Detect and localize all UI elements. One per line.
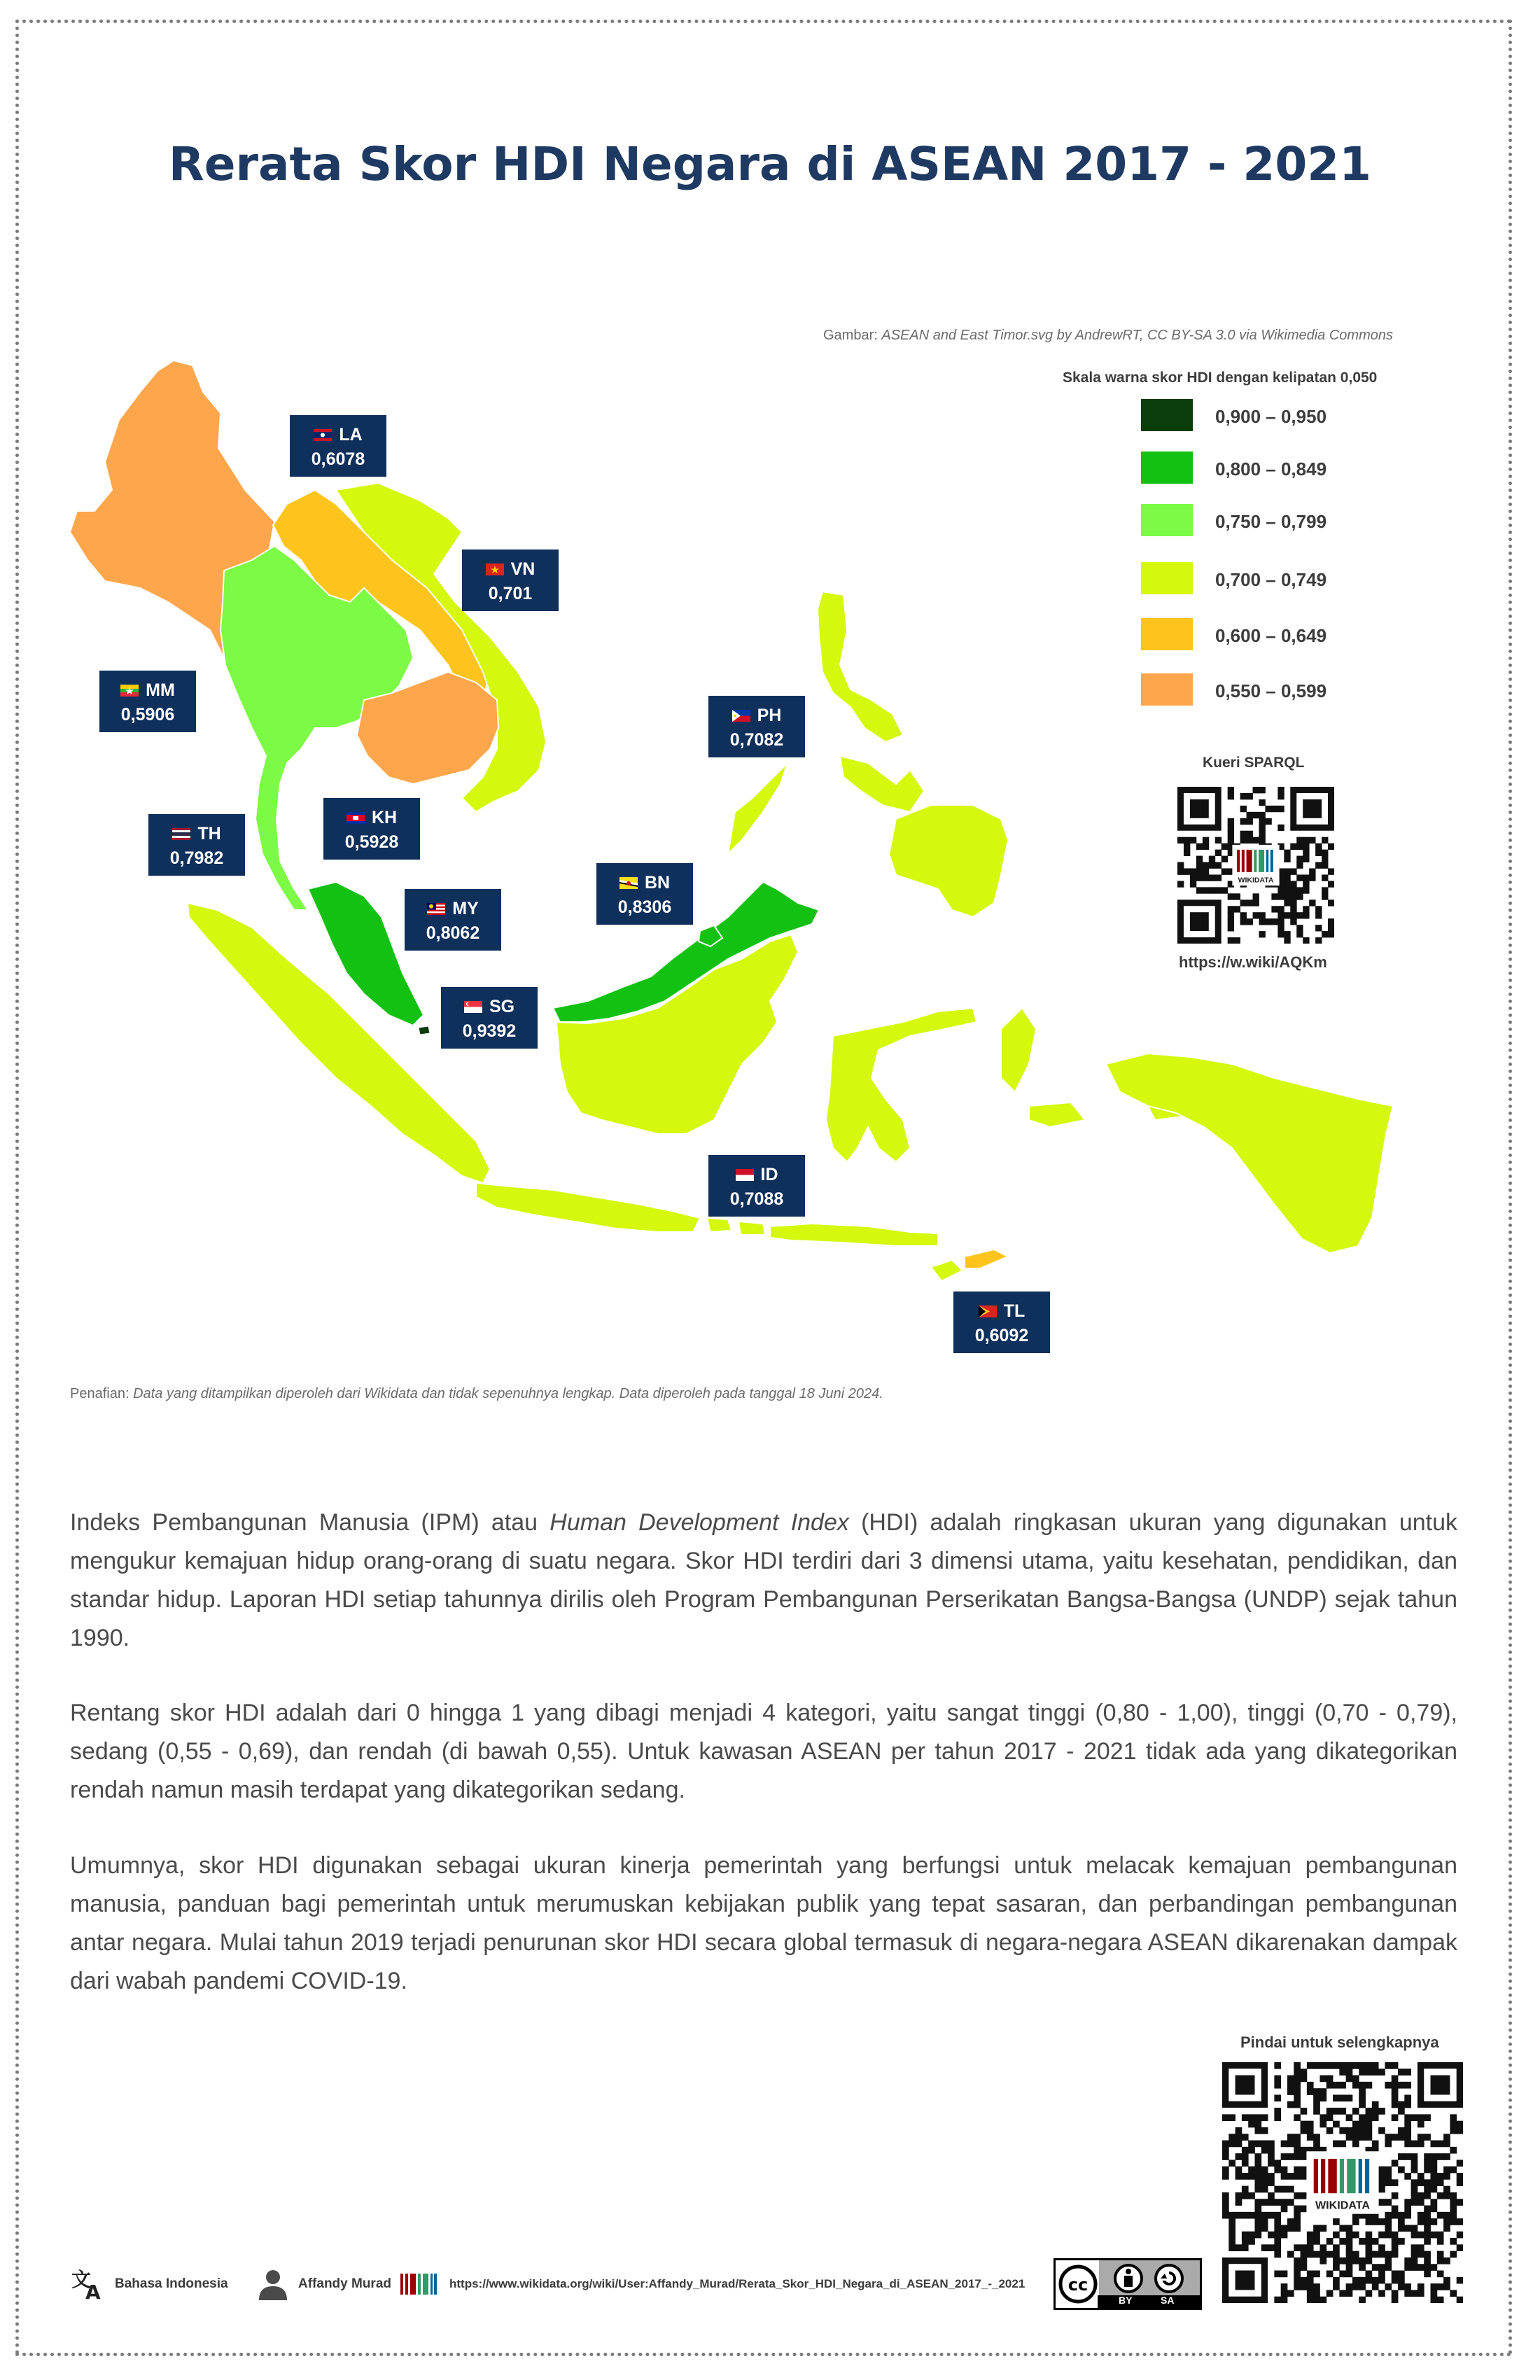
qr-logo-text: WIKIDATA — [1238, 876, 1274, 885]
legend-swatch — [1141, 562, 1193, 594]
page-title: Rerata Skor HDI Negara di ASEAN 2017 - 2021 — [168, 137, 1372, 191]
country-badge-la — [290, 415, 386, 477]
translate-icon — [70, 2268, 105, 2300]
legend-label: 0,550 – 0,599 — [1215, 680, 1327, 701]
license-sa-label: SA — [1161, 2295, 1175, 2306]
country-badge-my — [405, 889, 501, 951]
country-code — [99, 680, 196, 701]
country-badge-tl — [953, 1292, 1050, 1353]
hdi-value: 0,8062 — [426, 923, 480, 943]
country-badge-vn — [462, 550, 559, 611]
country-code — [708, 1165, 805, 1185]
country-badge-mm — [99, 671, 196, 732]
hdi-value: 0,7082 — [729, 730, 784, 750]
author-label: Affandy Murad — [298, 2276, 391, 2291]
country-code-label: LA — [339, 425, 363, 444]
country-code-label: TH — [197, 824, 221, 844]
hdi-value: 0,6092 — [974, 1326, 1029, 1345]
hdi-value: 0,8306 — [617, 897, 672, 917]
hdi-value: 0,5928 — [344, 832, 399, 852]
country-code — [462, 559, 559, 580]
paragraph-1: Indeks Pembangunan Manusia (IPM) atau Human Development Index (HDI) adalah ringkasan ukuran yang digunakan untuk mengukur kemajuan hidup orang-orang di suatu negara. Skor HDI terdiri dari 3 dimensi utama, yaitu kesehatan, pendidikan, dan standar hidup. Laporan HDI setiap tahunnya dirilis oleh Program Pembangunan Perserikatan Bangsa-Bangsa (UNDP) sejak tahun 1990. — [70, 1509, 1457, 1651]
country-code — [953, 1301, 1050, 1322]
flag-icon-my — [427, 903, 445, 915]
legend-swatch — [1141, 673, 1193, 706]
country-code — [290, 425, 386, 445]
country-code — [708, 706, 805, 726]
country-badge-id — [708, 1155, 805, 1217]
country-badge-bn — [596, 863, 693, 925]
country-code-label: ID — [760, 1165, 778, 1184]
country-code-label: PH — [757, 706, 782, 725]
country-shape-tl — [965, 1250, 1008, 1268]
country-badge-th — [148, 814, 245, 876]
country-code — [596, 873, 693, 893]
flag-icon-mm — [120, 685, 139, 696]
country-code — [148, 824, 245, 844]
hdi-value: 0,5906 — [120, 705, 175, 724]
url-label[interactable]: https://www.wikidata.org/wiki/User:Affandy_Murad/Rerata_Skor_HDI_Negara_di_ASEAN_2017_-_2021 — [449, 2277, 1026, 2290]
sparql-caption: Kueri SPARQL — [1203, 755, 1305, 771]
hdi-value: 0,7088 — [729, 1189, 784, 1209]
legend-swatch — [1141, 504, 1193, 536]
legend-swatch — [1141, 618, 1193, 650]
legend-label: 0,900 – 0,950 — [1215, 406, 1327, 427]
footer-language — [70, 2267, 228, 2302]
language-label: Bahasa Indonesia — [115, 2276, 228, 2291]
cc-icon — [1058, 2264, 1098, 2304]
flag-icon-bn — [620, 877, 638, 889]
footer-url[interactable] — [400, 2267, 1025, 2302]
sparql-qr-code[interactable] — [1177, 787, 1334, 944]
share-alike-icon — [1154, 2263, 1184, 2294]
legend-label: 0,600 – 0,649 — [1215, 625, 1327, 646]
legend-swatch — [1141, 399, 1193, 431]
image-credit: Gambar: ASEAN and East Timor.svg by AndrewRT, CC BY-SA 3.0 via Wikimedia Commons — [823, 328, 1393, 343]
flag-icon-vn — [486, 564, 504, 575]
legend-label: 0,750 – 0,799 — [1215, 511, 1327, 532]
flag-icon-id — [736, 1169, 754, 1181]
svg-text:cc: cc — [1068, 2275, 1088, 2295]
user-icon — [258, 2268, 288, 2300]
flag-icon-ph — [732, 710, 750, 722]
country-code-label: MM — [146, 680, 175, 700]
legend-swatch — [1141, 451, 1193, 484]
hdi-value: 0,6078 — [311, 449, 365, 469]
country-code-label: SG — [489, 997, 515, 1016]
svg-text:A: A — [85, 2281, 101, 2300]
country-code — [323, 808, 420, 828]
legend-label: 0,800 – 0,849 — [1215, 458, 1327, 479]
hdi-value: 0,7982 — [169, 848, 224, 868]
footer-author — [258, 2267, 391, 2302]
wikidata-icon — [400, 2274, 437, 2295]
disclaimer: Penafian: Data yang ditampilkan diperoleh dari Wikidata dan tidak sepenuhnya lengkap. Data diperoleh pada tanggal 18 Juni 2024. — [70, 1386, 883, 1401]
flag-icon-kh — [346, 812, 365, 824]
country-badge-sg — [441, 987, 538, 1049]
page-qr-code[interactable] — [1222, 2062, 1463, 2303]
cc-license-badge[interactable] — [1054, 2258, 1202, 2310]
scan-caption: Pindai untuk selengkapnya — [1240, 2033, 1439, 2051]
paragraph-3: Umumnya, skor HDI digunakan sebagai ukuran kinerja pemerintah yang berfungsi untuk melacak kemajuan pembangunan manusia, panduan bagi pemerintah untuk merumuskan kebijakan publik yang tepat sasaran, dan perbandingan pembangunan antar negara. Mulai tahun 2019 terjadi penurunan skor HDI secara global termasuk di negara-negara ASEAN dikarenakan dampak dari wabah pandemi COVID-19. — [70, 1852, 1457, 1994]
paragraph-2: Rentang skor HDI adalah dari 0 hingga 1 yang dibagi menjadi 4 kategori, yaitu sangat tinggi (0,80 - 1,00), tinggi (0,70 - 0,79), sedang (0,55 - 0,69), dan rendah (di bawah 0,55). Untuk kawasan ASEAN per tahun 2017 - 2021 tidak ada yang dikategorikan rendah namun masih terdapat yang dikategorikan sedang. — [70, 1700, 1457, 1803]
license-by-label: BY — [1119, 2295, 1133, 2306]
country-code-label: BN — [644, 873, 671, 892]
hdi-value: 0,9392 — [462, 1021, 517, 1041]
country-shape-sg — [419, 1026, 430, 1035]
legend-label: 0,700 – 0,749 — [1215, 569, 1327, 590]
attribution-icon — [1113, 2263, 1144, 2294]
country-code — [405, 899, 501, 919]
legend-title: Skala warna skor HDI dengan kelipatan 0,050 — [1063, 370, 1378, 386]
flag-icon-tl — [979, 1306, 997, 1317]
country-badge-kh — [323, 798, 420, 860]
country-code — [441, 997, 538, 1017]
qr-logo-text: WIKIDATA — [1315, 2199, 1370, 2212]
country-code-label: TL — [1003, 1301, 1026, 1321]
svg-text:文: 文 — [71, 2268, 92, 2291]
sparql-url[interactable]: https://w.wiki/AQKm — [1179, 953, 1327, 971]
country-code-label: VN — [510, 559, 536, 579]
flag-icon-la — [314, 429, 332, 441]
flag-icon-th — [172, 828, 190, 840]
country-badge-ph — [708, 696, 805, 757]
country-code-label: KH — [371, 808, 398, 827]
country-code-label: MY — [452, 899, 479, 918]
flag-icon-sg — [464, 1001, 482, 1013]
hdi-value: 0,701 — [488, 584, 533, 603]
